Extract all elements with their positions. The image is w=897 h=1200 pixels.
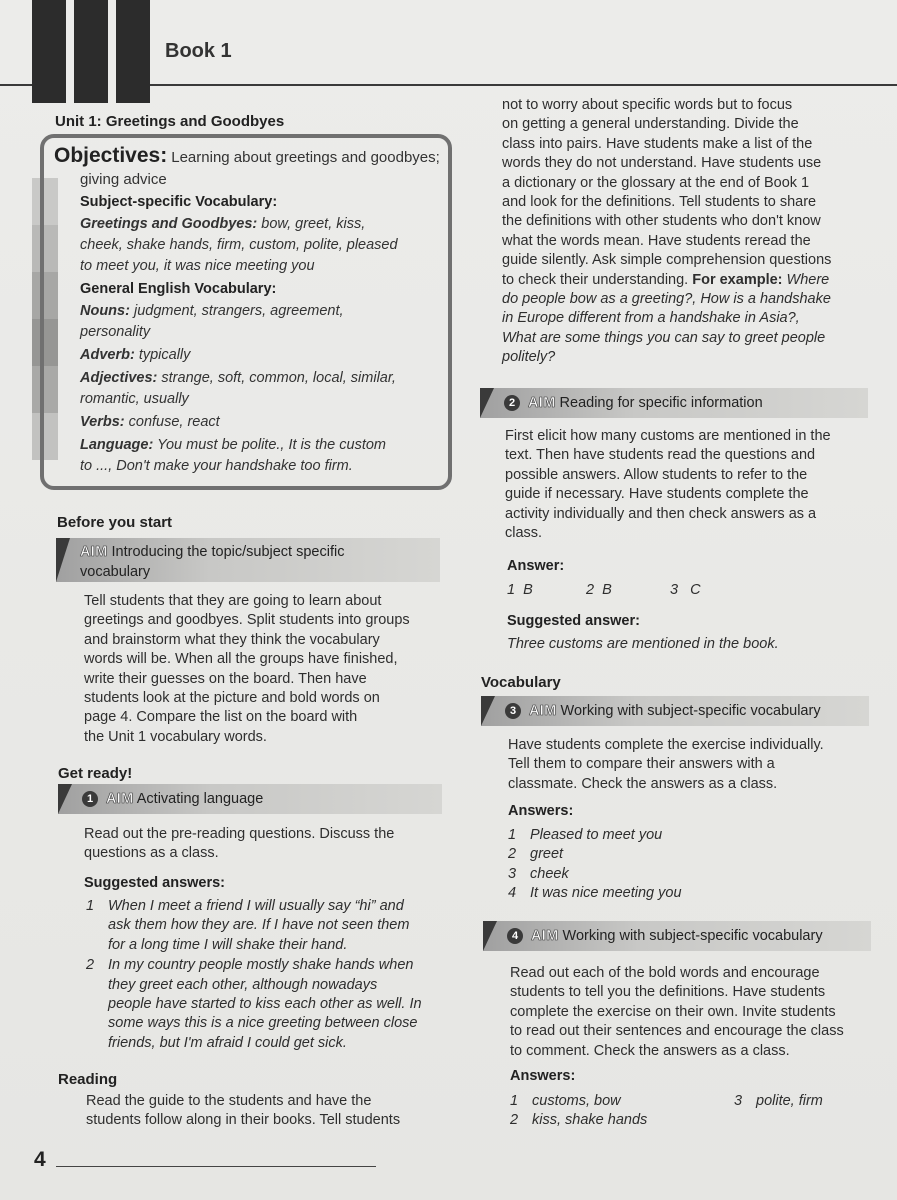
item-number: 1 — [507, 582, 516, 598]
example-text: do people bow as a greeting?, How is a handshake — [502, 291, 831, 308]
aim-label: AIM — [529, 703, 557, 719]
nouns-text-2: personality — [80, 324, 151, 340]
book-title: Book 1 — [165, 40, 232, 62]
text-line: they greet each other, although nowadays — [108, 976, 378, 993]
greetings-text: bow, greet, kiss, — [261, 216, 366, 232]
list-item — [510, 1111, 870, 1130]
item-number: 3 — [734, 1093, 743, 1109]
greetings-label: Greetings and Goodbyes: — [80, 216, 258, 232]
aim-wedge — [483, 921, 497, 951]
example-text: Where — [786, 271, 830, 288]
header-bars — [32, 0, 150, 103]
answers-3-label: Answers: — [508, 803, 574, 819]
text-line: some ways this is a nice greeting between close — [108, 1015, 418, 1032]
aim-3-title: Working with subject-specific vocabulary — [560, 703, 821, 719]
intro-paragraph — [84, 592, 446, 747]
text-line: class into pairs. Have students make a list of the — [502, 135, 813, 152]
adverb-text: typically — [138, 347, 191, 363]
verbs-text: confuse, react — [128, 414, 220, 430]
list-item — [508, 845, 868, 864]
number-badge: 4 — [507, 928, 523, 944]
footer-rule — [56, 1166, 376, 1167]
language-text-2: to ..., Don't make your handshake too firm. — [80, 458, 353, 474]
aim-4-bar — [483, 921, 871, 951]
text-line: not to worry about specific words but to focus — [502, 97, 793, 113]
aim-2-title: Reading for specific information — [559, 395, 763, 411]
aim-1-title: Activating language — [136, 791, 264, 807]
list-item — [734, 1092, 823, 1111]
text-line: possible answers. Allow students to refer to the — [505, 466, 808, 483]
text-line: When I meet a friend I will usually say “hi” and — [108, 898, 404, 914]
answer-value: greet — [530, 846, 564, 863]
item-number: 2 — [586, 582, 595, 598]
text-line: greetings and goodbyes. Split students into groups — [84, 612, 410, 629]
verbs-label: Verbs: — [80, 414, 125, 430]
answers-3-list — [508, 826, 868, 904]
text-line: students follow along in their books. Tell students — [86, 1112, 401, 1129]
text-line: on getting a general understanding. Divide the — [502, 116, 799, 133]
aim-wedge — [481, 696, 495, 726]
text-line: and look for the definitions. Tell students to share — [502, 194, 817, 211]
aim-label: AIM — [528, 395, 556, 411]
text-line: complete the exercise on their own. Invite students — [510, 1003, 836, 1020]
text-line: Tell students that they are going to learn about — [84, 593, 382, 609]
language-text: You must be polite., It is the custom — [157, 437, 386, 453]
aim-2-bar — [480, 388, 868, 418]
suggested-answers-label: Suggested answers: — [84, 875, 226, 891]
list-item — [86, 897, 448, 955]
aim-label: AIM — [531, 928, 559, 944]
vocabulary-heading: Vocabulary — [481, 674, 561, 691]
aim-intro-title: Introducing the topic/subject specific — [111, 544, 345, 560]
text-line: page 4. Compare the list on the board with — [84, 709, 358, 726]
answer-value: It was nice meeting you — [530, 885, 682, 902]
aim-wedge — [56, 538, 70, 582]
answer-label: Answer: — [507, 558, 565, 574]
read-bold-paragraph — [510, 964, 876, 1061]
aim-intro-title-2: vocabulary — [80, 564, 151, 580]
answers-4-list — [510, 1092, 870, 1131]
answer-value: B — [602, 582, 612, 598]
suggested-answers-list — [86, 897, 448, 1053]
text-line: write their guesses on the board. Then have — [84, 670, 367, 687]
nouns-text: judgment, strangers, agreement, — [133, 303, 344, 319]
text-line: for a long time I will shake their hand. — [108, 936, 348, 953]
header-rule-left — [0, 84, 32, 86]
list-item — [508, 884, 868, 903]
list-item — [86, 956, 448, 1053]
aim-label: AIM — [106, 791, 134, 807]
text-line: activity individually and then check answers as a — [505, 505, 817, 522]
example-text: What are some things you can say to greet people — [502, 329, 826, 346]
text-line: guide silently. Ask simple comprehension questions — [502, 252, 832, 269]
read-out-paragraph — [84, 825, 446, 864]
text-line: students to tell you the definitions. Have students — [510, 984, 826, 1001]
text-line: to check their understanding. — [502, 271, 689, 288]
header-rule — [150, 84, 897, 86]
before-you-start-heading: Before you start — [57, 514, 173, 531]
reading-heading: Reading — [58, 1071, 118, 1088]
aim-1-bar — [58, 784, 442, 814]
text-line: friends, but I'm afraid I could get sick. — [108, 1034, 347, 1051]
text-line: words will be. When all the groups have finished, — [84, 651, 398, 668]
guide-continue-paragraph — [502, 96, 870, 368]
adjectives-text-2: romantic, usually — [80, 391, 189, 407]
objectives-lead-2: giving advice — [80, 171, 167, 188]
subject-vocab-heading: Subject-specific Vocabulary: — [80, 194, 278, 210]
text-line: to comment. Check the answers as a class. — [510, 1042, 790, 1059]
answer-value: cheek — [530, 865, 569, 882]
text-line: Read out each of the bold words and encourage — [510, 965, 820, 981]
number-badge: 1 — [82, 791, 98, 807]
item-number: 2 — [508, 846, 517, 863]
answer-value: Pleased to meet you — [530, 827, 663, 843]
answer-value: B — [523, 582, 533, 598]
objectives-lead: Learning about greetings and goodbyes; — [171, 149, 440, 166]
get-ready-heading: Get ready! — [58, 765, 133, 782]
text-line: the Unit 1 vocabulary words. — [84, 728, 267, 745]
unit-title: Unit 1: Greetings and Goodbyes — [55, 113, 285, 130]
text-line: students look at the picture and bold words on — [84, 690, 380, 707]
text-line: Read the guide to the students and have the — [86, 1093, 372, 1109]
text-line: First elicit how many customs are mentioned in the — [505, 428, 831, 444]
list-item — [508, 865, 868, 884]
objectives-heading: Objectives: — [54, 144, 168, 167]
nouns-label: Nouns: — [80, 303, 130, 319]
adjectives-label: Adjectives: — [80, 370, 158, 386]
text-line: classmate. Check the answers as a class. — [508, 775, 778, 792]
item-number: 4 — [508, 885, 517, 902]
text-line: people have started to kiss each other as well. In — [108, 996, 422, 1013]
suggested-answer-label: Suggested answer: — [507, 613, 640, 629]
elicit-paragraph — [505, 427, 871, 543]
text-line: In my country people mostly shake hands when — [108, 957, 414, 974]
answers-4-label: Answers: — [510, 1068, 576, 1084]
page-number: 4 — [34, 1148, 46, 1171]
number-badge: 3 — [505, 703, 521, 719]
language-label: Language: — [80, 437, 154, 453]
text-line: questions as a class. — [84, 845, 219, 862]
text-line: guide if necessary. Have students complete the — [505, 486, 809, 503]
adjectives-text: strange, soft, common, local, similar, — [161, 370, 396, 386]
text-line: to read out their sentences and encourage the class — [510, 1023, 844, 1040]
reading-paragraph — [86, 1092, 448, 1131]
example-text: politely? — [502, 349, 556, 366]
example-text: in Europe different from a handshake in Asia?, — [502, 310, 800, 327]
item-number: 1 — [86, 898, 95, 914]
for-example-label: For example: — [692, 271, 783, 288]
item-number: 2 — [86, 957, 95, 974]
text-line: words they do not understand. Have students use — [502, 155, 822, 172]
item-number: 1 — [510, 1093, 519, 1109]
aim-wedge — [480, 388, 494, 418]
greetings-text-3: to meet you, it was nice meeting you — [80, 258, 315, 274]
item-number: 1 — [508, 827, 517, 843]
text-line: and brainstorm what they think the vocabulary — [84, 631, 380, 648]
suggested-answer-text: Three customs are mentioned in the book. — [507, 636, 779, 652]
list-item — [508, 826, 868, 845]
item-number: 3 — [508, 865, 517, 882]
complete-paragraph — [508, 736, 874, 794]
answer-value: customs, bow — [532, 1093, 621, 1109]
aim-3-bar — [481, 696, 869, 726]
text-line: Have students complete the exercise individually. — [508, 737, 824, 753]
text-line: ask them how they are. If I have not seen them — [108, 917, 410, 934]
answer-value: kiss, shake hands — [532, 1112, 648, 1129]
number-badge: 2 — [504, 395, 520, 411]
text-line: class. — [505, 525, 543, 542]
text-line: text. Then have students read the questions and — [505, 447, 816, 464]
item-number: 3 — [670, 582, 679, 598]
aim-4-title: Working with subject-specific vocabulary — [562, 928, 823, 944]
aim-label: AIM — [80, 544, 108, 560]
item-number: 2 — [510, 1112, 519, 1129]
text-line: Read out the pre-reading questions. Discuss the — [84, 826, 395, 842]
answer-value: C — [690, 582, 701, 598]
text-line: a dictionary or the glossary at the end of Book 1 — [502, 174, 810, 191]
aim-intro-bar — [56, 538, 440, 582]
text-line: what the words mean. Have students reread the — [502, 232, 811, 249]
general-vocab-heading: General English Vocabulary: — [80, 281, 277, 297]
greetings-text-2: cheek, shake hands, firm, custom, polite, pleased — [80, 237, 398, 253]
text-line: the definitions with other students who don't know — [502, 213, 821, 230]
objectives-content — [54, 145, 446, 477]
adverb-label: Adverb: — [80, 347, 135, 363]
text-line: Tell them to compare their answers with a — [508, 756, 775, 773]
aim-wedge — [58, 784, 72, 814]
answer-value: polite, firm — [756, 1093, 823, 1109]
